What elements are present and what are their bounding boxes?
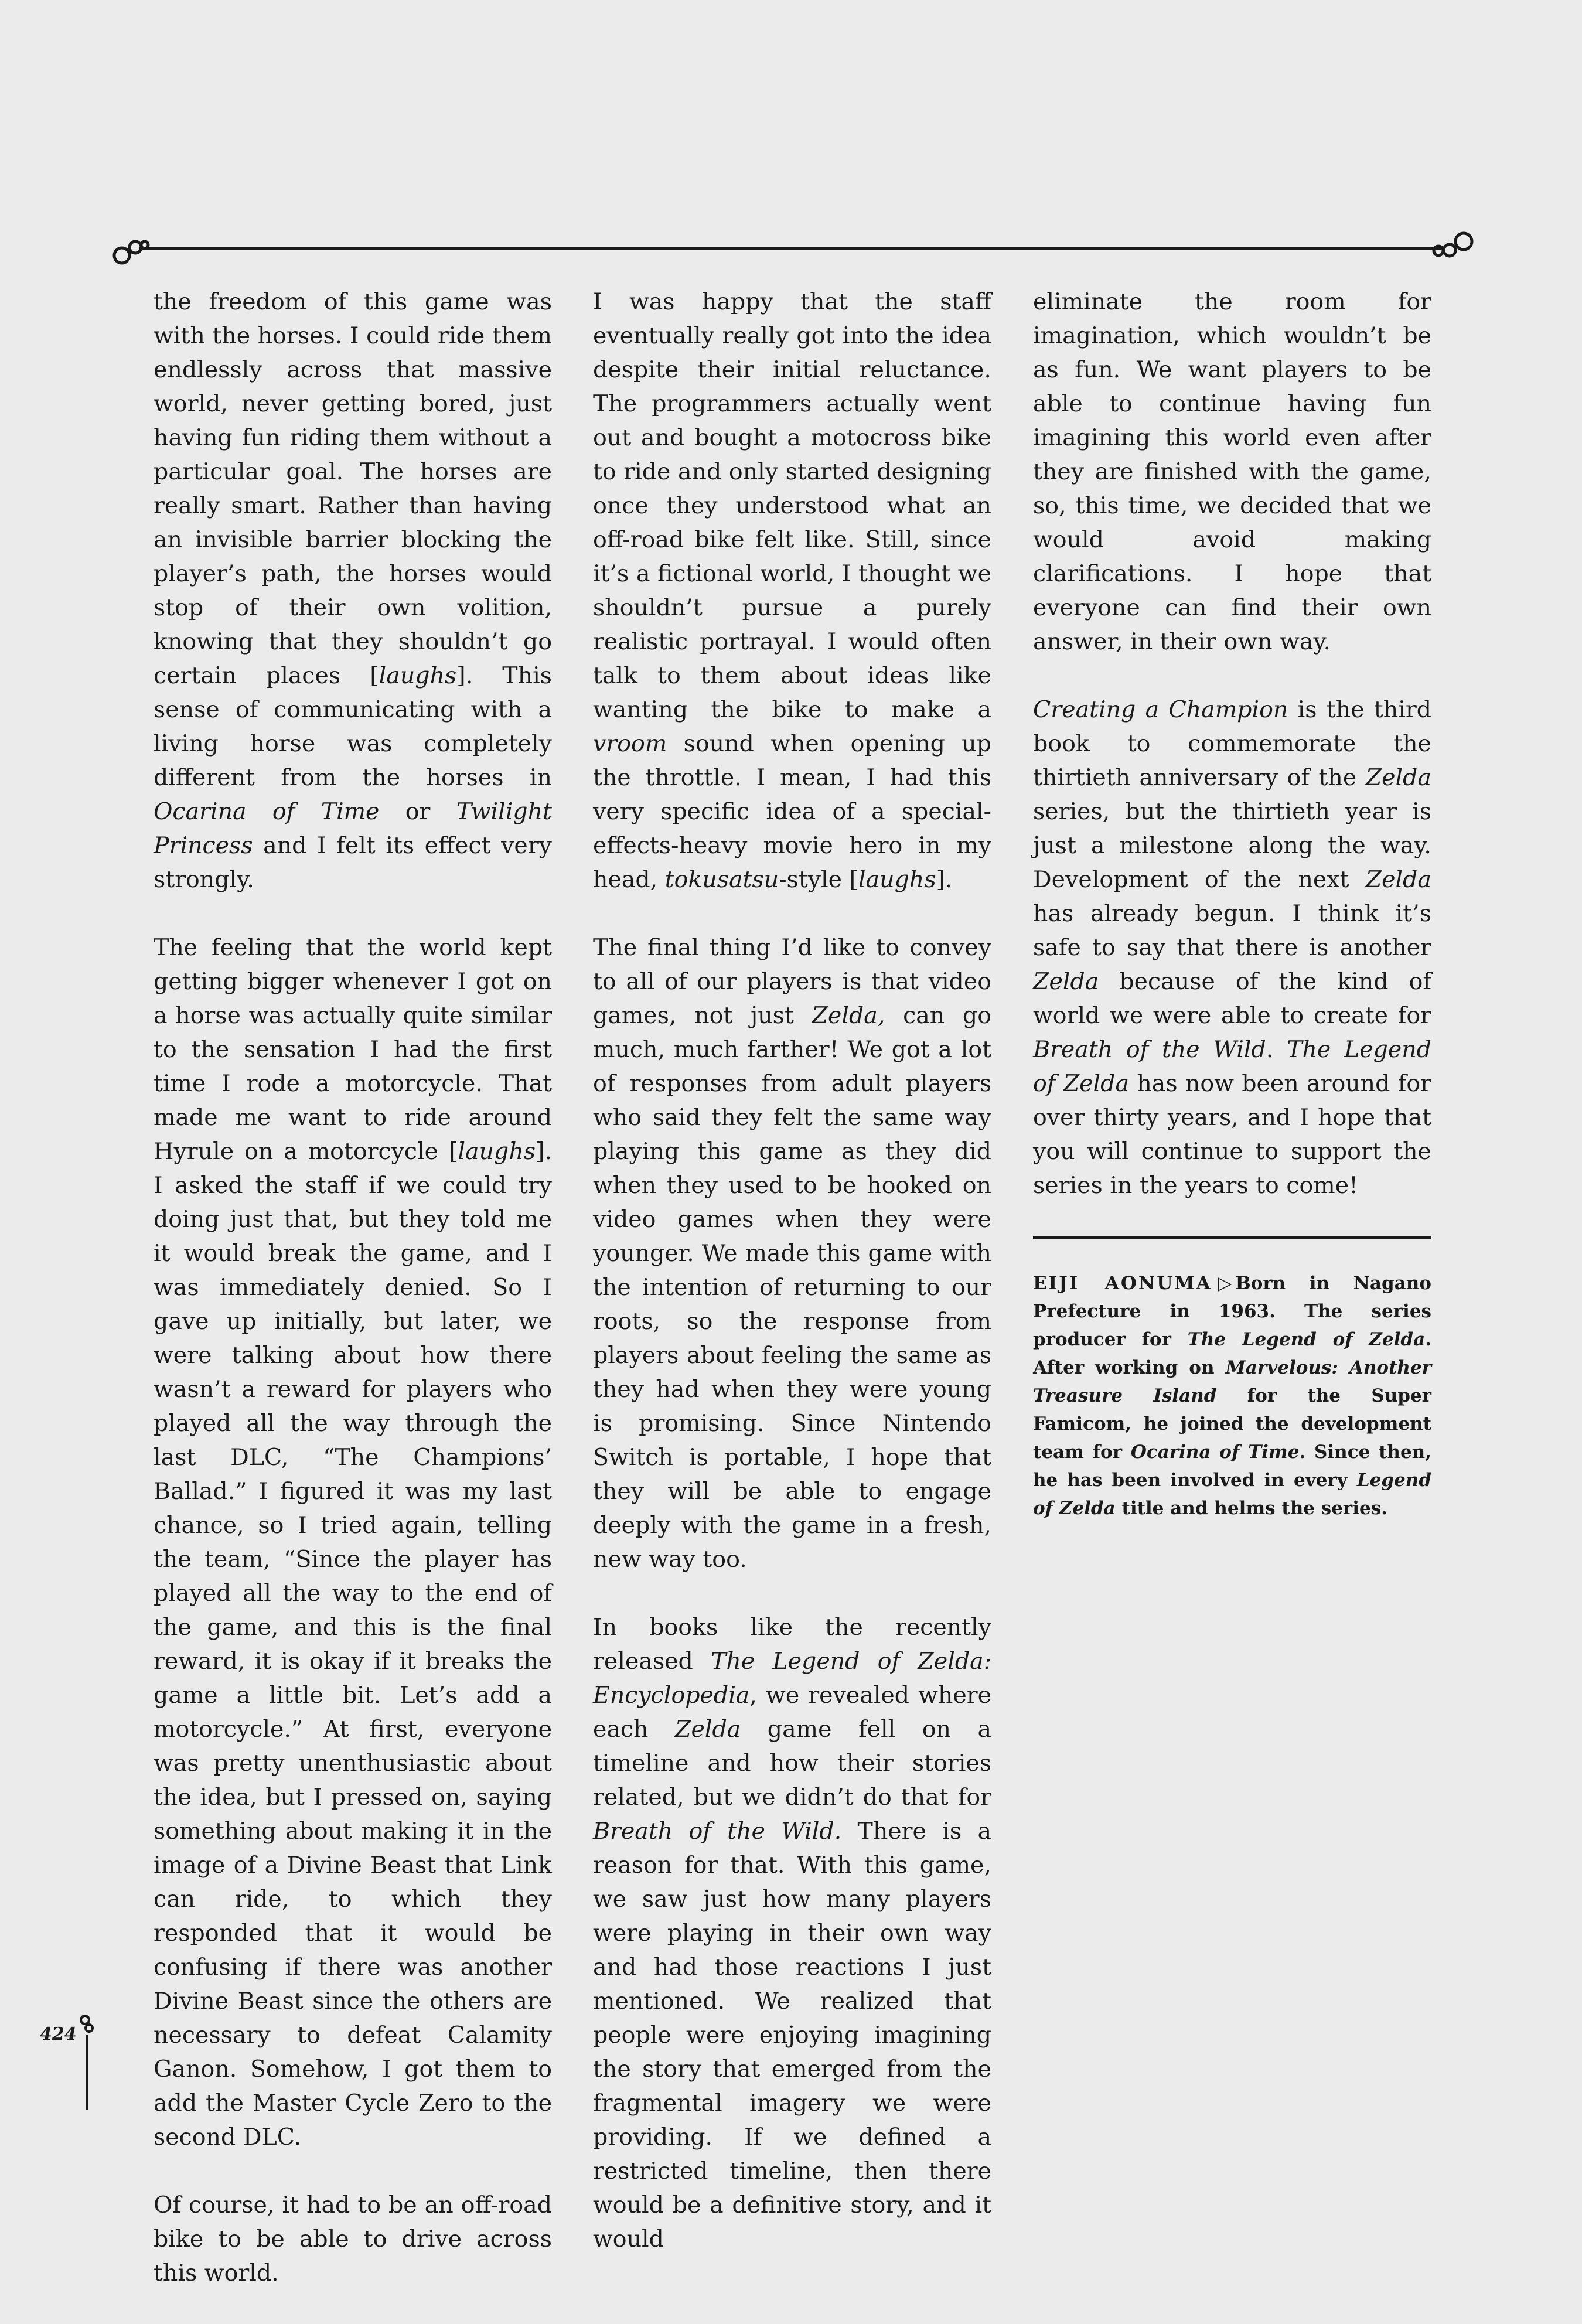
paragraph: In books like the recently released The Legend of Zelda: Encyclopedia, we revealed where each Zelda game fell on a timeline and how their stories related, but we didn’t do that for Breath of the Wild. There is a reason for that. With this game, we saw just how many players were playing in their own way and had those reactions I just mentioned. We realized that people were enjoying imagining the story that emerged from the fragmental imagery we were providing. If we defined a restricted timeline, then there would be a definitive story, and it would [593,1614,991,2253]
text-column-2 [593,285,991,2290]
paragraph: the freedom of this game was with the horses. I could ride them endlessly across that massive world, never getting bored, just having fun riding them without a particular goal. The horses are really smart. Rather than having an invisible barrier blocking the player’s path, the horses would stop of their own volition, knowing that they shouldn’t go certain places [laughs]. This sense of communicating with a living horse was completely different from the horses in Ocarina of Time or Twilight Princess and I felt its effect very strongly. [154,288,552,893]
bio-divider [1033,1236,1431,1239]
page-number: 424 [40,2024,77,2044]
text-column-1 [154,285,552,2324]
author-name: EIJI AONUMA [1033,1273,1212,1294]
top-ornamental-rule [0,0,1582,281]
author-bio: EIJI AONUMA ▷ Born in Nagano Prefecture in 1963. The series producer for The Legend of Zelda. After working on Marvelous: Another Treasure Island for the Super Famicom, he joined the development team for Ocarina of Time. Since then, he has been involved in every Legend of Zelda title and helms the series. [1033,1269,1431,1522]
text-column-3 [1033,285,1431,1556]
page-corner-ornament [0,0,117,2110]
paragraph: Of course, it had to be an off-road bike to be able to drive across this world. [154,2192,552,2286]
paragraph: I was happy that the staff eventually really got into the idea despite their initial reluctance. The programmers actually went out and bought a motocross bike to ride and only started designing once they understood what an off-road bike felt like. Still, since it’s a fictional world, I thought we shouldn’t pursue a purely realistic portrayal. I would often talk to them about ideas like wanting the bike to make a vroom sound when opening up the throttle. I mean, I had this very specific idea of a special-effects-heavy movie hero in my head, tokusatsu-style [laughs]. [593,288,991,893]
paragraph: eliminate the room for imagination, which wouldn’t be as fun. We want players to be able to continue having fun imagining this world even after they are finished with the game, so, this time, we decided that we would avoid making clarifications. I hope that everyone can find their own answer, in their own way. [1033,288,1431,655]
paragraph: The feeling that the world kept getting bigger whenever I got on a horse was actually quite similar to the sensation I had the first time I rode a motorcycle. That made me want to ride around Hyrule on a motorcycle [laughs]. I asked the staff if we could try doing just that, but they told me it would break the game, and I was immediately denied. So I gave up initially, but later, we were talking about how there wasn’t a reward for players who played all the way through the last DLC, “The Champions’ Ballad.” I figured it was my last chance, so I tried again, telling the team, “Since the player has played all the way to the end of the game, and this is the final reward, it is okay if it breaks the game a little bit. Let’s add a motorcycle.” At first, everyone was pretty unenthusiastic about the idea, but I pressed on, saying something about making it in the image of a Divine Beast that Link can ride, to which they responded that it would be confusing if there was another Divine Beast since the others are necessary to defeat Calamity Ganon. Somehow, I got them to add the Master Cycle Zero to the second DLC. [154,934,552,2151]
left-rings-ornament [114,241,148,263]
right-rings-ornament [1434,233,1472,256]
paragraph: The final thing I’d like to convey to all of our players is that video games, not just Zelda, can go much, much farther! We got a lot of responses from adult players who said they felt the same way playing this game as they did when they used to be hooked on video games when they were younger. We made this game with the intention of returning to our roots, so the response from players about feeling the same as they had when they were young is promising. Since Nintendo Switch is portable, I hope that they will be able to engage deeply with the game in a fresh, new way too. [593,934,991,1573]
triangle-marker-icon: ▷ [1218,1273,1232,1294]
paragraph: Creating a Champion is the third book to commemorate the thirtieth anniversary of the Zelda series, but the thirtieth year is just a milestone along the way. Development of the next Zelda has already begun. I think it’s safe to say that there is another Zelda because of the kind of world we were able to create for Breath of the Wild. The Legend of Zelda has now been around for over thirty years, and I hope that you will continue to support the series in the years to come! [1033,696,1432,1199]
